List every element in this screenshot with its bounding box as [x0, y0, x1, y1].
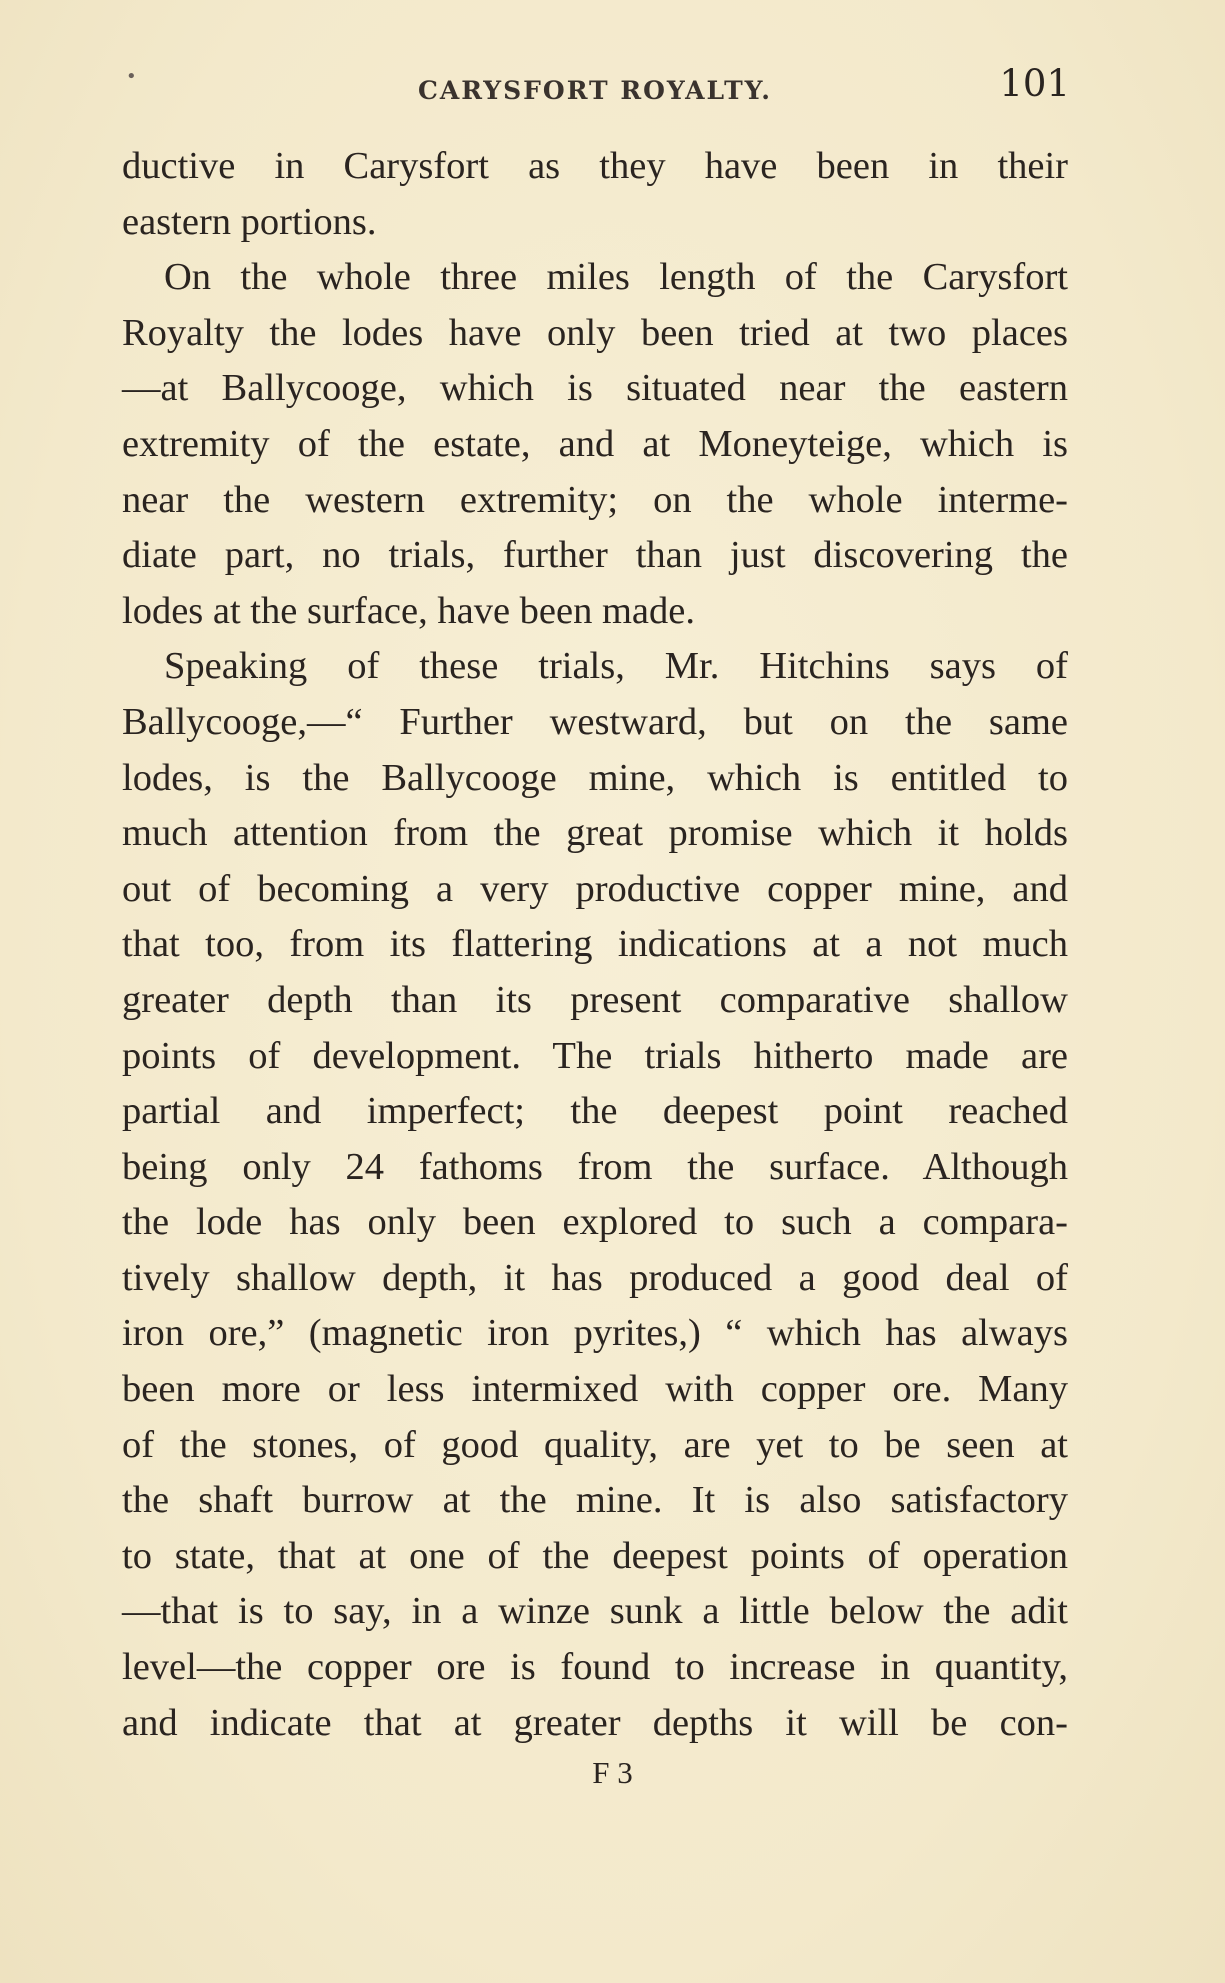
text-line: Speaking of these trials, Mr. Hitchins says of [164, 645, 1068, 688]
text-line: Ballycooge,—“ Further westward, but on the same [122, 700, 1068, 743]
text-line: to state, that at one of the deepest points of operation [122, 1534, 1068, 1577]
text-line: iron ore,” (magnetic iron pyrites,) “ which has always [122, 1312, 1068, 1355]
printer-mark: • [126, 66, 137, 87]
text-line: tively shallow depth, it has produced a good deal of [122, 1256, 1068, 1299]
text-line: level—the copper ore is found to increase in quantity, [122, 1646, 1068, 1689]
text-line: out of becoming a very productive copper mine, and [122, 867, 1068, 910]
text-line: —at Ballycooge, which is situated near the eastern [122, 367, 1068, 410]
text-line: much attention from the great promise which it holds [122, 812, 1068, 855]
text-line: the shaft burrow at the mine. It is also satisfactory [122, 1479, 1068, 1522]
text-line: ductive in Carysfort as they have been in their [122, 145, 1068, 187]
page-header [120, 62, 1070, 112]
text-line: On the whole three miles length of the Carysfort [164, 256, 1068, 299]
running-title: CARYSFORT ROYALTY. [417, 76, 773, 105]
text-line: that too, from its flattering indications at a not much [122, 923, 1068, 966]
text-line: Royalty the lodes have only been tried at two places [122, 311, 1068, 354]
text-line: diate part, no trials, further than just discovering the [122, 534, 1068, 577]
body-text [122, 139, 1068, 1751]
text-line: the lode has only been explored to such a compara- [122, 1201, 1068, 1244]
text-line: greater depth than its present comparative shallow [122, 978, 1068, 1021]
text-line: points of development. The trials hitherto made are [122, 1034, 1068, 1077]
page-number: 101 [999, 62, 1070, 105]
text-line: been more or less intermixed with copper ore. Many [122, 1368, 1068, 1411]
text-line: being only 24 fathoms from the surface. Although [122, 1145, 1068, 1188]
text-line: eastern portions. [122, 200, 377, 243]
text-line: near the western extremity; on the whole interme- [122, 478, 1068, 521]
text-line: lodes at the surface, have been made. [122, 589, 695, 632]
text-line: —that is to say, in a winze sunk a little below the adit [122, 1590, 1068, 1633]
text-line: extremity of the estate, and at Moneyteige, which is [122, 422, 1068, 465]
text-line: lodes, is the Ballycooge mine, which is entitled to [122, 756, 1068, 799]
text-line: and indicate that at greater depths it will be con- [122, 1701, 1068, 1744]
signature-mark: F 3 [592, 1755, 633, 1790]
text-line: of the stones, of good quality, are yet to be seen at [122, 1423, 1068, 1466]
text-line: partial and imperfect; the deepest point reached [122, 1090, 1068, 1133]
